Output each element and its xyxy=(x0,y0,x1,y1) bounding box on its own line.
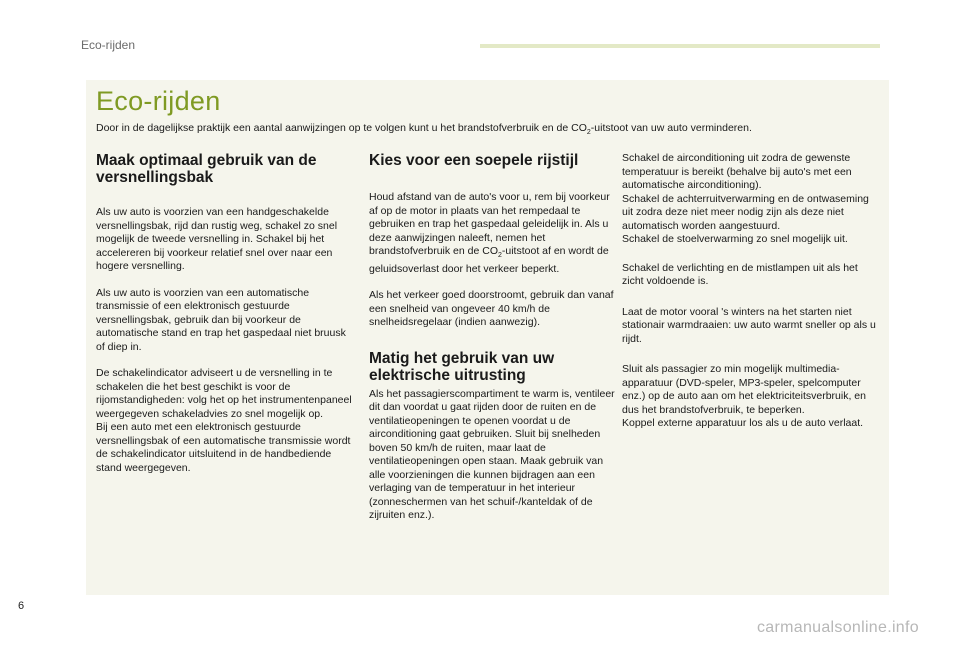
paragraph-part: Schakel de airconditioning uit zodra de gewenste temperatuur is bereikt (behalve bij auto's met een automatische airconditioning). xyxy=(622,152,852,191)
paragraph: Als het verkeer goed doorstroomt, gebruik dan vanaf een snelheid van ongeveer 40 km/h de snelheidsregelaar (indien aanwezig). xyxy=(369,289,614,329)
heading-electrical-equipment: Matig het gebruik van uw elektrische uitrusting xyxy=(369,349,555,384)
paragraph-part: -uitstoot af en wordt de geluidsoverlast door het verkeer beperkt. xyxy=(369,245,609,275)
paragraph: Als uw auto is voorzien van een automatische transmissie of een elektronisch gestuurde versnellingsbak, gebruik dan bij voorkeur de automatische stand en trap het gaspedaal niet bruusk of diep in. xyxy=(96,286,346,353)
paragraph xyxy=(369,191,621,276)
intro-text xyxy=(96,121,876,140)
paragraph-part: Houd afstand van de auto's voor u, rem bij voorkeur af op de motor in plaats van het rempedaal te gebruiken en trap het gaspedaal geleidelijk in. Als u deze aanwijzingen naleeft, nemen het brandstofverbruik en de CO xyxy=(369,191,610,257)
column-tips xyxy=(622,152,880,431)
paragraph-part: Schakel de achterruitverwarming en de ontwaseming uit zodra deze niet meer nodig zijn als deze niet automatisch worden aangestuurd. xyxy=(622,192,869,232)
paragraph: Als het passagierscompartiment te warm is, ventileer dit dan voordat u gaat rijden door de ruiten en de ventilatieopeningen te openen voordat u de airconditioning gaat gebruiken. Sluit bij snelheden boven 50 km/h de ruiten, maar laat de ventilatieopeningen open staan. Maak gebruik van alle voorzieningen die kunnen bijdragen aan een verlaging van de temperatuur in het interieur (zonneschermen van het schuif-/kanteldak of de zijruiten enz.). xyxy=(369,387,615,522)
page-title: Eco-rijden xyxy=(96,86,221,116)
paragraph-part: De schakelindicator adviseert u de versnelling in te schakelen die het best geschikt is voor de rijomstandigheden: volg het op het instrumentenpaneel weergegeven schakeladvies zo snel mogelijk op. xyxy=(96,367,352,420)
header-bar xyxy=(480,44,880,48)
section-label: Eco-rijden xyxy=(81,38,136,52)
watermark: carmanualsonline.info xyxy=(757,619,919,636)
page-number: 6 xyxy=(18,600,25,612)
paragraph-part: Koppel externe apparatuur los als u de auto verlaat. xyxy=(622,417,864,429)
paragraph: Als uw auto is voorzien van een handgeschakelde versnellingsbak, rijd dan rustig weg, schakel zo snel mogelijk de tweede versnelling in. Schakel bij het accelereren bij voorkeur relatief snel over naar een hogere versnelling. xyxy=(96,206,338,272)
intro-text-part: -uitstoot van uw auto verminderen. xyxy=(590,122,752,134)
paragraph: Laat de motor vooral 's winters na het starten niet stationair warmdraaien: uw auto warmt sneller op als u rijdt. xyxy=(622,305,876,345)
intro-text-part: Door in de dagelijkse praktijk een aantal aanwijzingen op te volgen kunt u het brandstofverbruik en de CO xyxy=(96,122,587,134)
heading-driving-style: Kies voor een soepele rijstijl xyxy=(369,152,579,169)
paragraph-part: Sluit als passagier zo min mogelijk multimedia-apparatuur (DVD-speler, MP3-speler, spelcomputer enz.) op de auto aan om het elektriciteitsverbruik, en dus het brandstofverbruik, te beperken. xyxy=(622,363,866,416)
paragraph: Schakel de verlichting en de mistlampen uit als het zicht voldoende is. xyxy=(622,261,858,287)
heading-gearbox: Maak optimaal gebruik van de versnellingsbak xyxy=(96,152,317,186)
column-gearbox xyxy=(96,152,354,475)
paragraph-part: Bij een auto met een elektronisch gestuurde versnellingsbak of een automatische transmissie wordt de schakelindicator uitsluitend in de handbediende stand weergegeven. xyxy=(96,421,351,474)
paragraph-part: Schakel de stoelverwarming zo snel mogelijk uit. xyxy=(622,233,848,245)
paragraph xyxy=(622,152,880,247)
paragraph xyxy=(96,367,354,475)
paragraph xyxy=(622,363,880,431)
intro-subscript: 2 xyxy=(586,129,591,137)
column-driving-style xyxy=(369,152,621,523)
subscript: 2 xyxy=(497,252,502,260)
